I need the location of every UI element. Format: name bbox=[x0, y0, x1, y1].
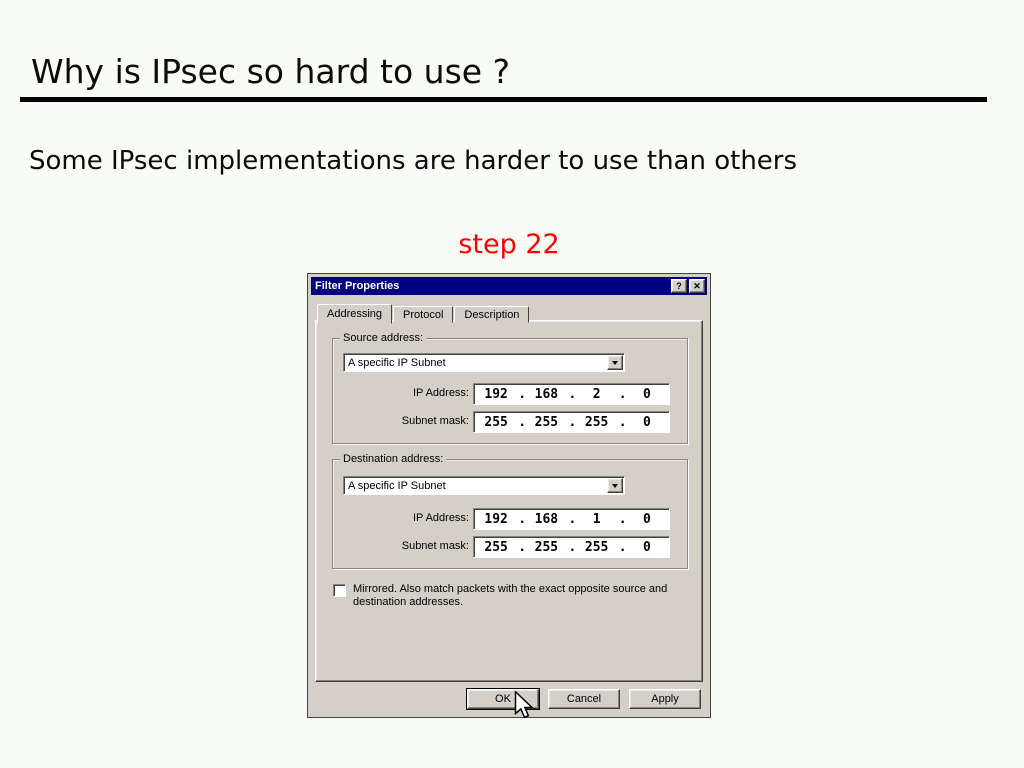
source-mask-octet-2[interactable]: 255 bbox=[534, 414, 559, 430]
destination-dropdown-value: A specific IP Subnet bbox=[348, 479, 446, 492]
source-ip-octet-2[interactable]: 168 bbox=[534, 386, 559, 402]
octet-separator: . bbox=[518, 539, 527, 555]
source-dropdown-value: A specific IP Subnet bbox=[348, 356, 446, 369]
octet-separator: . bbox=[518, 511, 527, 527]
destination-mask-input[interactable] bbox=[473, 536, 670, 558]
tab-description[interactable]: Description bbox=[454, 306, 529, 323]
destination-mask-octet-4[interactable]: 0 bbox=[642, 539, 651, 555]
step-label: step 22 bbox=[458, 229, 560, 260]
destination-ip-octet-4[interactable]: 0 bbox=[642, 511, 651, 527]
close-icon: ✕ bbox=[693, 280, 701, 291]
source-mask-octet-1[interactable]: 255 bbox=[484, 414, 508, 430]
destination-mask-label: Subnet mask: bbox=[401, 540, 469, 552]
tab-strip bbox=[317, 303, 530, 323]
destination-address-dropdown[interactable] bbox=[343, 476, 625, 495]
tab-addressing[interactable]: Addressing bbox=[317, 304, 392, 324]
source-mask-octet-3[interactable]: 255 bbox=[584, 414, 609, 430]
destination-group-label: Destination address: bbox=[340, 453, 446, 465]
octet-separator: . bbox=[618, 386, 627, 402]
help-button[interactable] bbox=[671, 279, 687, 293]
mirrored-checkbox-label[interactable]: Mirrored. Also match packets with the exact opposite source and destination addresses. bbox=[353, 583, 668, 608]
dialog-titlebar[interactable] bbox=[311, 277, 707, 295]
source-group-label: Source address: bbox=[340, 332, 426, 344]
source-ip-label: IP Address: bbox=[412, 387, 469, 399]
octet-separator: . bbox=[518, 414, 527, 430]
source-dropdown-button[interactable] bbox=[607, 355, 623, 370]
source-ip-octet-3[interactable]: 2 bbox=[592, 386, 601, 402]
source-ip-octet-1[interactable]: 192 bbox=[484, 386, 508, 402]
octet-separator: . bbox=[568, 414, 577, 430]
mirrored-checkbox[interactable] bbox=[333, 584, 346, 597]
page-title: Why is IPsec so hard to use ? bbox=[31, 52, 511, 91]
close-button[interactable] bbox=[689, 279, 705, 293]
destination-ip-octet-1[interactable]: 192 bbox=[484, 511, 508, 527]
filter-properties-dialog bbox=[308, 274, 710, 717]
octet-separator: . bbox=[518, 386, 527, 402]
addressing-tab-panel bbox=[315, 320, 703, 682]
octet-separator: . bbox=[618, 511, 627, 527]
help-icon: ? bbox=[676, 280, 682, 291]
octet-separator: . bbox=[618, 414, 627, 430]
source-mask-octet-4[interactable]: 0 bbox=[642, 414, 651, 430]
source-ip-input[interactable] bbox=[473, 383, 670, 405]
chevron-down-icon bbox=[612, 361, 618, 365]
destination-address-group bbox=[332, 453, 688, 569]
destination-mask-octet-2[interactable]: 255 bbox=[534, 539, 559, 555]
source-address-group bbox=[332, 332, 688, 444]
tab-protocol[interactable]: Protocol bbox=[393, 306, 453, 323]
destination-mask-octet-1[interactable]: 255 bbox=[484, 539, 508, 555]
source-mask-label: Subnet mask: bbox=[401, 415, 469, 427]
destination-mask-octet-3[interactable]: 255 bbox=[584, 539, 609, 555]
destination-ip-input[interactable] bbox=[473, 508, 670, 530]
octet-separator: . bbox=[568, 386, 577, 402]
chevron-down-icon bbox=[612, 484, 618, 488]
octet-separator: . bbox=[568, 511, 577, 527]
destination-dropdown-button[interactable] bbox=[607, 478, 623, 493]
destination-ip-label: IP Address: bbox=[412, 512, 469, 524]
source-address-dropdown[interactable] bbox=[343, 353, 625, 372]
apply-button[interactable]: Apply bbox=[629, 689, 701, 709]
slide-subtitle: Some IPsec implementations are harder to use than others bbox=[29, 146, 798, 176]
cancel-button[interactable]: Cancel bbox=[548, 689, 620, 709]
octet-separator: . bbox=[568, 539, 577, 555]
source-mask-input[interactable] bbox=[473, 411, 670, 433]
mouse-cursor-icon bbox=[514, 691, 538, 721]
destination-ip-octet-3[interactable]: 1 bbox=[592, 511, 601, 527]
dialog-title: Filter Properties bbox=[315, 280, 400, 292]
source-ip-octet-4[interactable]: 0 bbox=[642, 386, 651, 402]
destination-ip-octet-2[interactable]: 168 bbox=[534, 511, 559, 527]
ok-button[interactable]: OK bbox=[467, 689, 539, 709]
title-underline bbox=[20, 97, 987, 102]
octet-separator: . bbox=[618, 539, 627, 555]
